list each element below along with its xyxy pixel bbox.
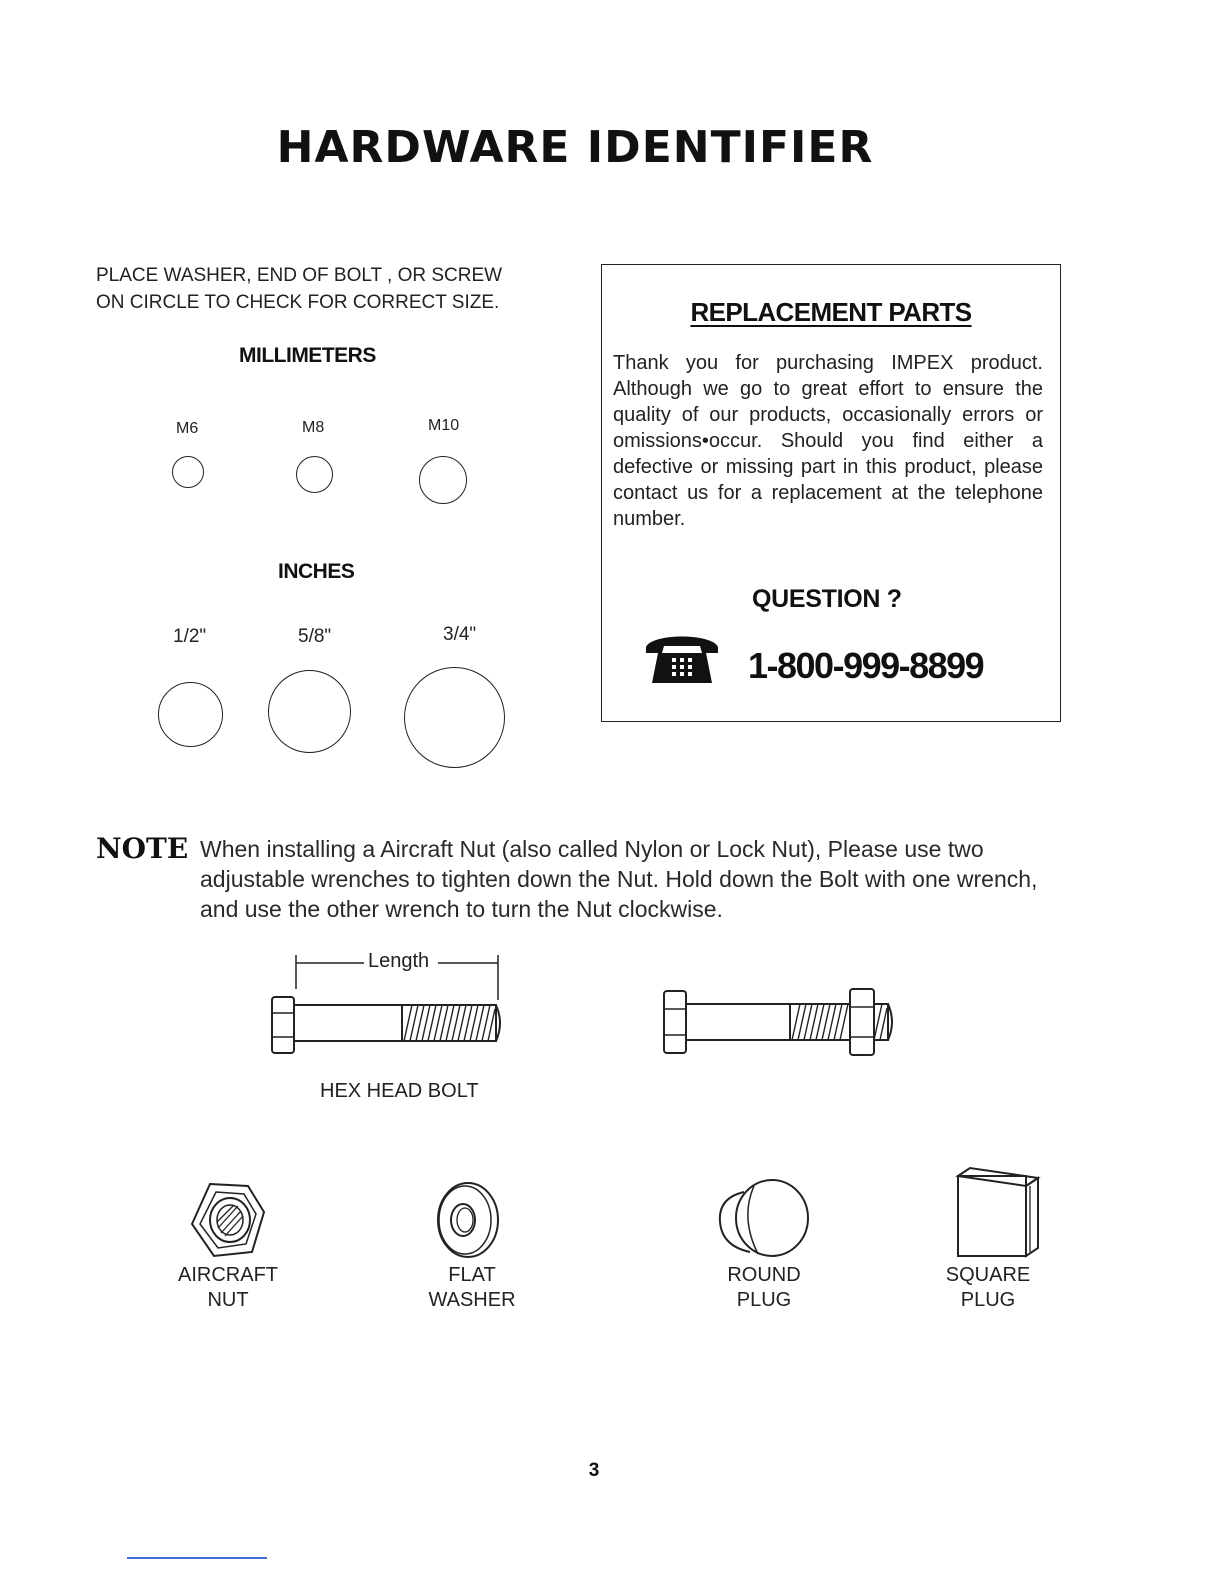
bolt-with-nut-illustration (660, 985, 900, 1065)
length-dimension-label: Length (368, 950, 430, 972)
flat-washer-icon (432, 1180, 502, 1265)
aircraft-nut-caption-line-1: AIRCRAFT (178, 1264, 278, 1286)
half-inch-size-circle (158, 682, 223, 747)
size-label-three-quarters-inch: 3/4" (443, 624, 477, 645)
note-label: NOTE (96, 832, 189, 865)
inches-heading: INCHES (278, 560, 355, 583)
note-text: When installing a Aircraft Nut (also called Nylon or Lock Nut), Please use two adjustable wrenches to tighten down the Nut. Hold down the Bolt with one wrench, and use the other wrench to turn the Nut clockwise. (200, 836, 1038, 922)
square-plug-caption-line-1: SQUARE (945, 1264, 1031, 1286)
round-plug-caption-line-1: ROUND (727, 1264, 801, 1286)
flat-washer-caption-line-2: WASHER (428, 1289, 516, 1311)
page-number: 3 (588, 1460, 600, 1481)
instructions-line-2: ON CIRCLE TO CHECK FOR CORRECT SIZE. (96, 292, 500, 313)
size-check-instructions (96, 262, 502, 316)
five-eighths-inch-size-circle (268, 670, 351, 753)
size-label-m10: M10 (428, 417, 460, 434)
three-quarters-inch-size-circle (404, 667, 505, 768)
square-plug-caption-line-2: PLUG (960, 1289, 1016, 1311)
replacement-parts-message: Thank you for purchasing IMPEX product. Although we go to great effort to ensure the quality of our products, occasionally errors or omissions•occur. Should you find either a defective or missing part in this product, please contact us for a replacement at the telephone number. (613, 352, 1043, 530)
square-plug-icon (954, 1166, 1044, 1265)
size-label-m8: M8 (302, 419, 325, 436)
aircraft-nut-caption (158, 1263, 298, 1313)
replacement-parts-box (601, 264, 1061, 722)
m8-size-circle (296, 456, 333, 493)
telephone-icon (642, 631, 722, 692)
m10-size-circle (419, 456, 467, 504)
millimeters-heading: MILLIMETERS (239, 344, 376, 367)
m6-size-circle (172, 456, 204, 488)
footer-rule (127, 1557, 267, 1559)
flat-washer-caption-line-1: FLAT (448, 1264, 496, 1286)
aircraft-nut-icon (186, 1180, 268, 1267)
flat-washer-caption (402, 1263, 542, 1313)
aircraft-nut-caption-line-2: NUT (207, 1289, 249, 1311)
round-plug-caption-line-2: PLUG (736, 1289, 792, 1311)
square-plug-caption (918, 1263, 1058, 1313)
size-label-m6: M6 (176, 420, 199, 437)
question-heading: QUESTION ? (752, 585, 902, 613)
round-plug-caption (694, 1263, 834, 1313)
size-label-half-inch: 1/2" (173, 626, 207, 647)
instructions-line-1: PLACE WASHER, END OF BOLT , OR SCREW (96, 265, 503, 286)
replacement-parts-heading: REPLACEMENT PARTS (690, 297, 972, 327)
hex-head-bolt-caption: HEX HEAD BOLT (320, 1080, 479, 1102)
size-label-five-eighths-inch: 5/8" (298, 626, 332, 647)
page-title: HARDWARE IDENTIFIER (276, 122, 874, 173)
phone-number: 1-800-999-8899 (748, 645, 984, 686)
round-plug-icon (714, 1178, 814, 1267)
